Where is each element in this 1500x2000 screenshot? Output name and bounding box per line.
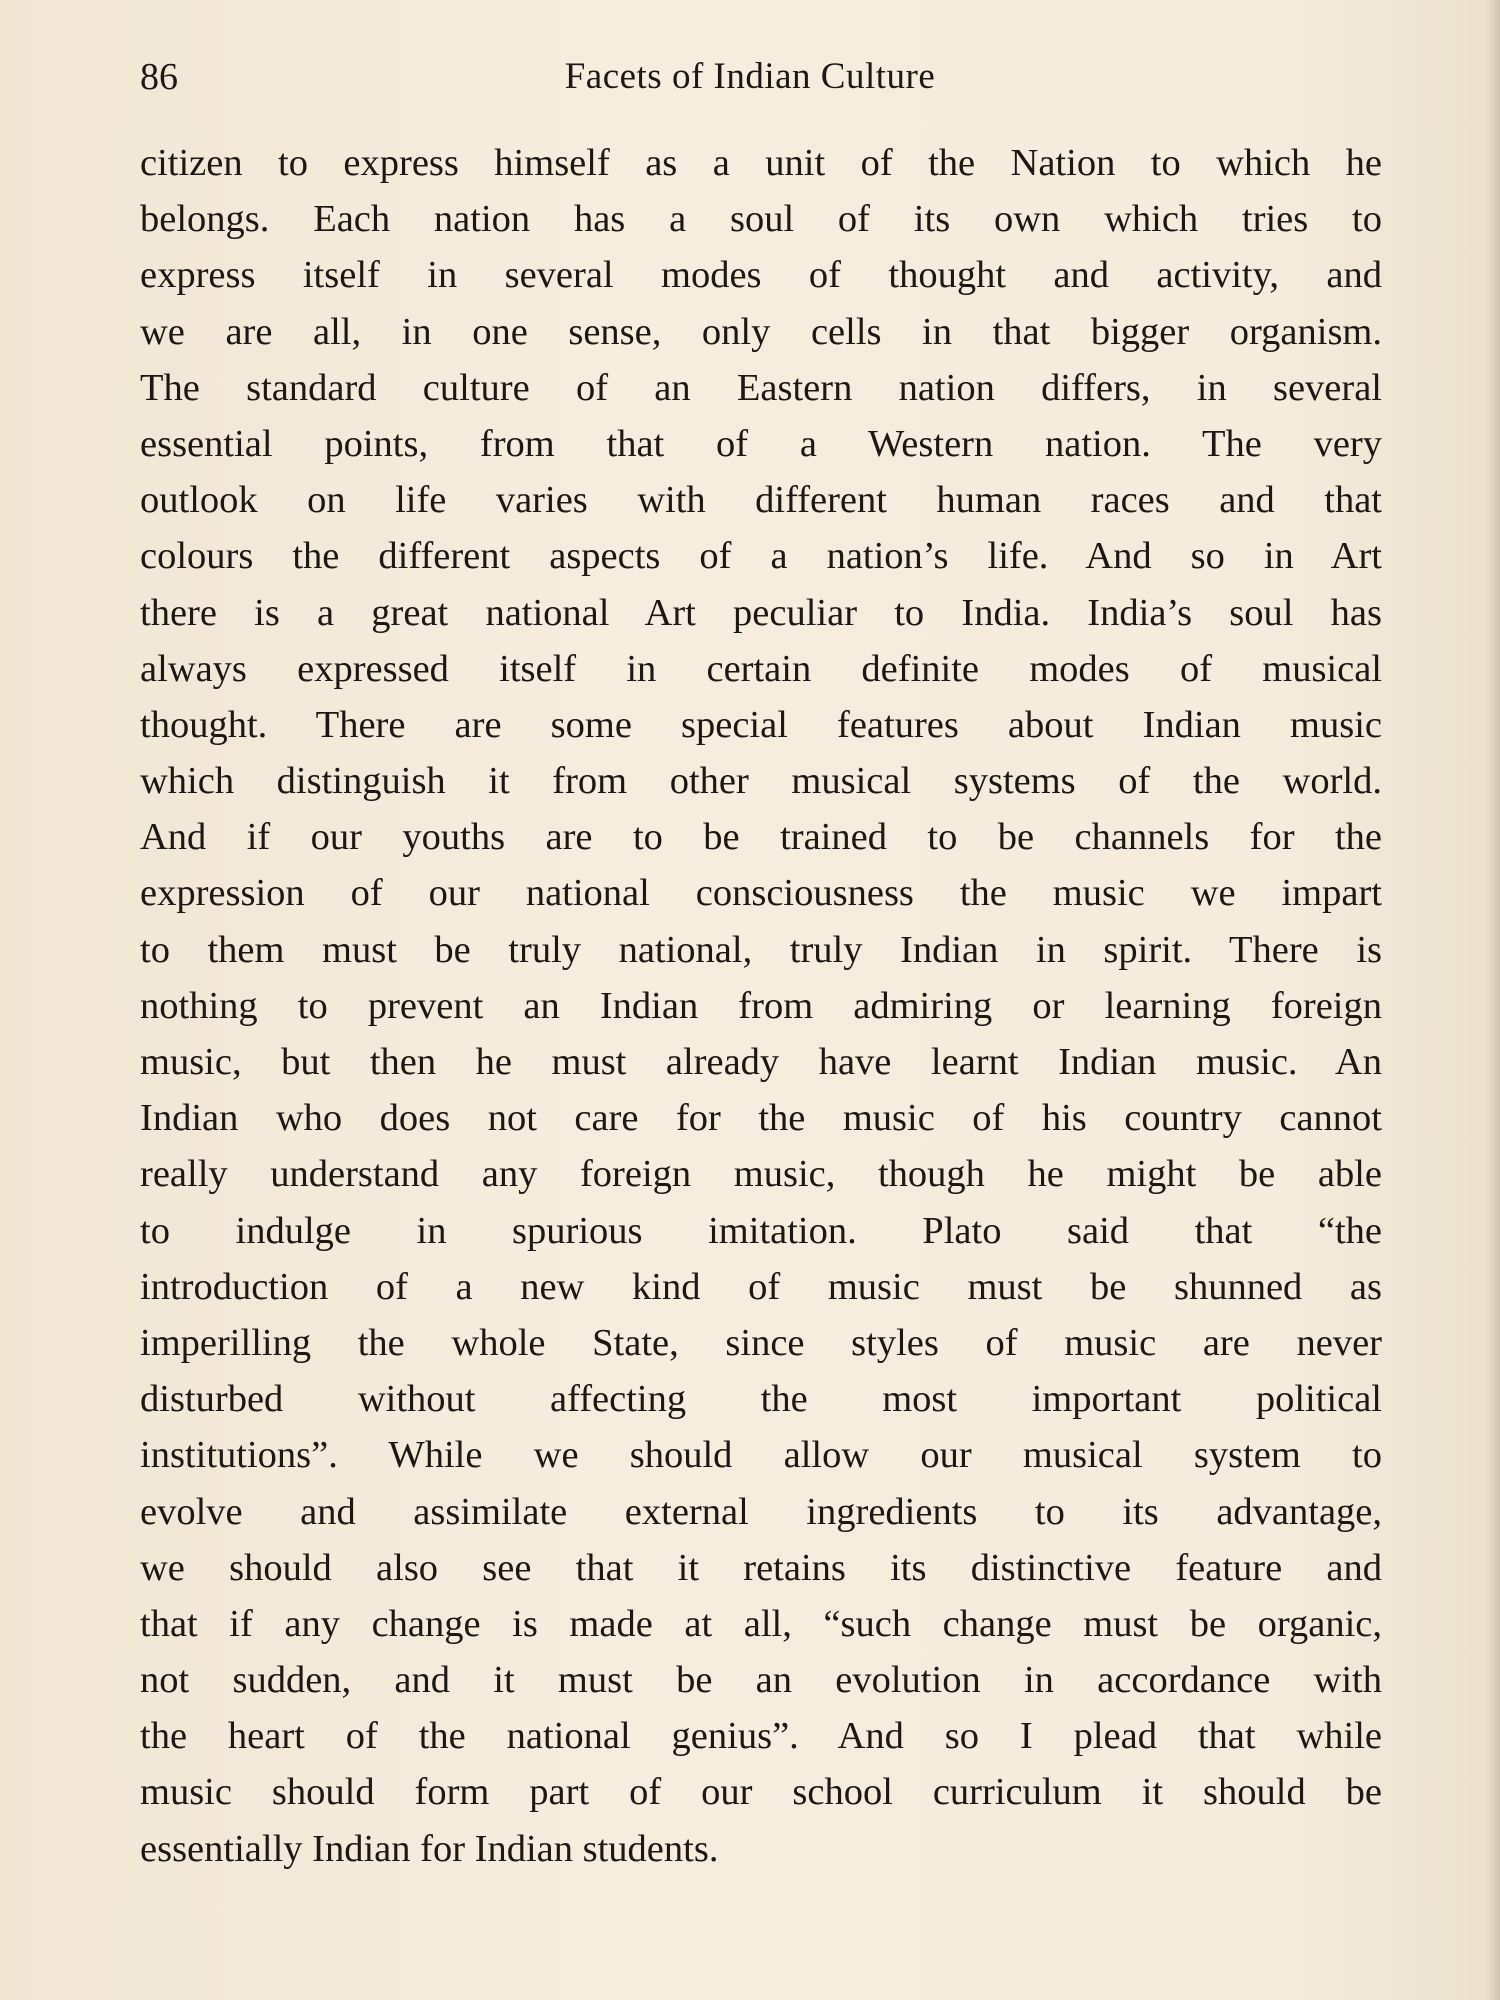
text-line: music should form part of our school curriculum it should be	[140, 1771, 1382, 1814]
page-edge-shadow	[1486, 0, 1500, 2000]
text-line: And if our youths are to be trained to be channels for the	[140, 816, 1382, 859]
text-line: we should also see that it retains its distinctive feature and	[140, 1546, 1382, 1589]
text-line: outlook on life varies with different human races and that	[140, 479, 1382, 522]
text-line: expression of our national consciousness the music we impart	[140, 872, 1382, 915]
text-line: we are all, in one sense, only cells in that bigger organism.	[140, 310, 1382, 353]
text-line: disturbed without affecting the most important political	[140, 1378, 1382, 1421]
text-line: not sudden, and it must be an evolution in accordance with	[140, 1659, 1382, 1702]
text-line: evolve and assimilate external ingredients to its advantage,	[140, 1490, 1382, 1533]
page-header	[140, 52, 1380, 102]
text-line: to them must be truly national, truly Indian in spirit. There is	[140, 928, 1382, 971]
text-line: always expressed itself in certain definite modes of musical	[140, 647, 1382, 690]
text-line: The standard culture of an Eastern nation differs, in several	[140, 366, 1382, 409]
text-line: essential points, from that of a Western nation. The very	[140, 422, 1382, 465]
text-line: nothing to prevent an Indian from admiring or learning foreign	[140, 984, 1382, 1027]
text-line: really understand any foreign music, though he might be able	[140, 1153, 1382, 1196]
text-line: thought. There are some special features about Indian music	[140, 703, 1382, 746]
text-line: express itself in several modes of thought and activity, and	[140, 254, 1382, 297]
text-line: belongs. Each nation has a soul of its own which tries to	[140, 198, 1382, 241]
text-line: institutions”. While we should allow our musical system to	[140, 1434, 1382, 1477]
page-number: 86	[140, 56, 178, 98]
text-line: introduction of a new kind of music must be shunned as	[140, 1265, 1382, 1308]
text-line: there is a great national Art peculiar to India. India’s soul has	[140, 591, 1382, 634]
running-head: Facets of Indian Culture	[564, 56, 936, 97]
text-line: citizen to express himself as a unit of the Nation to which he	[140, 142, 1382, 184]
text-line: Indian who does not care for the music of his country cannot	[140, 1097, 1382, 1140]
text-line: music, but then he must already have learnt Indian music. An	[140, 1041, 1382, 1083]
text-line: imperilling the whole State, since styles of music are never	[140, 1321, 1382, 1364]
text-line: the heart of the national genius”. And so I plead that while	[140, 1715, 1382, 1758]
text-line: that if any change is made at all, “such change must be organic,	[140, 1602, 1382, 1645]
text-line: colours the different aspects of a nation’s life. And so in Art	[140, 535, 1382, 578]
text-line: which distinguish it from other musical systems of the world.	[140, 760, 1382, 803]
text-line: essentially Indian for Indian students.	[140, 1827, 719, 1870]
text-line: to indulge in spurious imitation. Plato said that “the	[140, 1209, 1382, 1252]
body-paragraph	[140, 135, 1382, 1877]
